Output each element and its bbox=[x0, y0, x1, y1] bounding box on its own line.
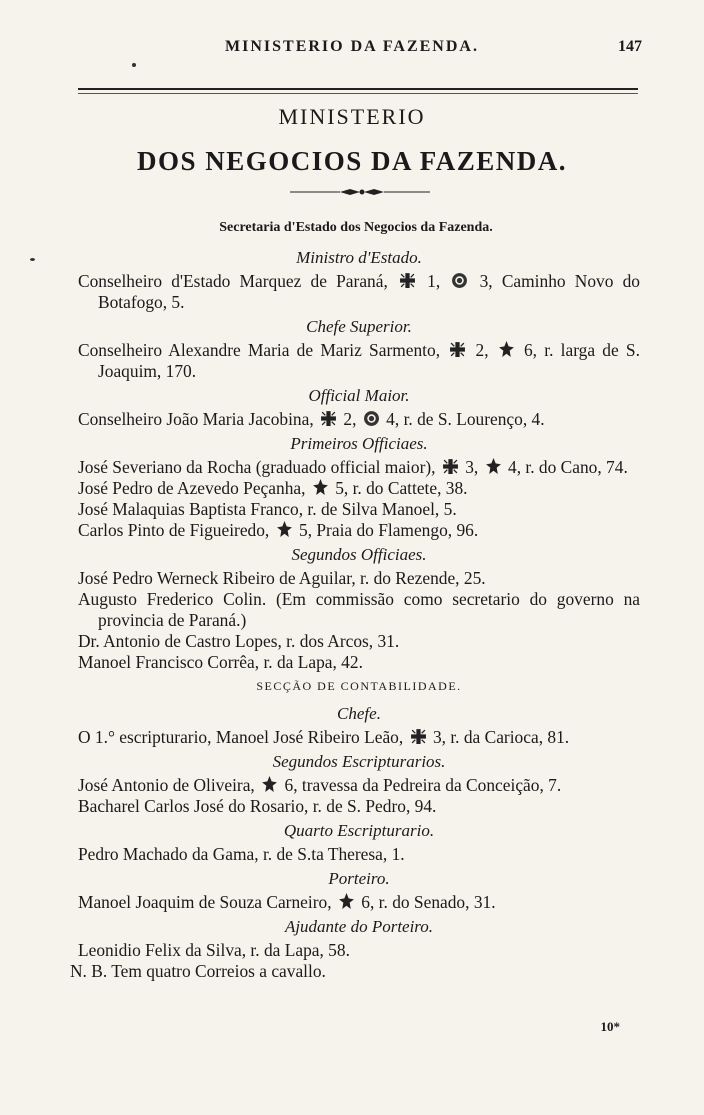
heading-ministro: Ministro d'Estado. bbox=[296, 248, 422, 267]
print-speck bbox=[30, 258, 35, 261]
secretaria-heading: Secretaria d'Estado dos Negocios da Fazenda. bbox=[219, 220, 493, 235]
entry-chefe: O 1.° escripturario, Manoel José Ribeiro Leão, 3, r. da Carioca, 81. bbox=[78, 727, 570, 747]
heading-quarto: Quarto Escripturario. bbox=[283, 821, 435, 840]
entry-segundos-3: Dr. Antonio de Castro Lopes, r. dos Arcos, 31. bbox=[78, 631, 400, 651]
title-line-2: DOS NEGOCIOS DA FAZENDA. bbox=[136, 146, 568, 176]
title-line-1: MINISTERIO bbox=[278, 104, 426, 129]
entry-porteiro: Manoel Joaquim de Souza Carneiro, 6, r. do Senado, 31. bbox=[78, 892, 496, 912]
star-order-icon bbox=[498, 341, 515, 358]
entry-escripturario-2: Bacharel Carlos José do Rosario, r. de S. Pedro, 94. bbox=[78, 796, 437, 816]
entry-primeiros-2: José Pedro de Azevedo Peçanha, 5, r. do Cattete, 38. bbox=[78, 478, 468, 498]
page-number: 147 bbox=[618, 38, 642, 55]
entry-official-maior: Conselheiro João Maria Jacobina, 2, 4, r. de S. Lourenço, 4. bbox=[78, 409, 545, 429]
heading-contabilidade: SECÇÃO DE CONTABILIDADE. bbox=[256, 679, 462, 693]
ornament-divider bbox=[290, 187, 430, 197]
entry-primeiros-3: José Malaquias Baptista Franco, r. de Silva Manoel, 5. bbox=[78, 499, 457, 519]
heading-porteiro: Porteiro. bbox=[328, 869, 390, 888]
cross-order-icon bbox=[320, 410, 337, 427]
note-nb: N. B. Tem quatro Correios a cavallo. bbox=[70, 961, 326, 981]
heading-segundos: Segundos Officiaes. bbox=[291, 545, 427, 564]
entry-primeiros-1: José Severiano da Rocha (graduado official maior), 3, 4, r. do Cano, 74. bbox=[78, 457, 628, 477]
print-speck bbox=[132, 63, 136, 67]
cross-order-icon bbox=[442, 458, 459, 475]
entry-quarto: Pedro Machado da Gama, r. de S.ta Theresa, 1. bbox=[78, 844, 405, 864]
cross-order-icon bbox=[399, 272, 416, 289]
running-head bbox=[0, 38, 704, 62]
star-order-icon bbox=[261, 776, 278, 793]
entry-escripturario-1: José Antonio de Oliveira, 6, travessa da Pedreira da Conceição, 7. bbox=[78, 775, 562, 795]
star-order-icon bbox=[276, 521, 293, 538]
entry-segundos-2: Augusto Frederico Colin. (Em commissão como secretario do governo na provincia de Paraná.) bbox=[78, 589, 640, 630]
star-order-icon bbox=[338, 893, 355, 910]
heading-chefe: Chefe. bbox=[337, 704, 381, 723]
entry-ministro: Conselheiro d'Estado Marquez de Paraná, 1, 3, Caminho Novo do Botafogo, 5. bbox=[78, 271, 640, 312]
heading-official-maior: Official Maior. bbox=[308, 386, 410, 405]
star-order-icon bbox=[312, 479, 329, 496]
entry-chefe-superior: Conselheiro Alexandre Maria de Mariz Sarmento, 2, 6, r. larga de S. Joaquim, 170. bbox=[78, 340, 640, 381]
cross-order-icon bbox=[449, 341, 466, 358]
header-rule bbox=[78, 88, 638, 94]
rose-order-icon bbox=[451, 272, 468, 289]
heading-ajudante: Ajudante do Porteiro. bbox=[284, 917, 434, 936]
heading-chefe-superior: Chefe Superior. bbox=[306, 317, 412, 336]
running-head-title: MINISTERIO DA FAZENDA. bbox=[225, 38, 479, 55]
cross-order-icon bbox=[410, 728, 427, 745]
entry-segundos-1: José Pedro Werneck Ribeiro de Aguilar, r. do Rezende, 25. bbox=[78, 568, 486, 588]
star-order-icon bbox=[485, 458, 502, 475]
heading-segundos-escripturarios: Segundos Escripturarios. bbox=[272, 752, 446, 771]
heading-primeiros: Primeiros Officiaes. bbox=[290, 434, 428, 453]
rose-order-icon bbox=[363, 410, 380, 427]
entry-primeiros-4: Carlos Pinto de Figueiredo, 5, Praia do Flamengo, 96. bbox=[78, 520, 479, 540]
entry-ajudante: Leonidio Felix da Silva, r. da Lapa, 58. bbox=[78, 940, 350, 960]
entry-segundos-4: Manoel Francisco Corrêa, r. da Lapa, 42. bbox=[78, 652, 363, 672]
entries bbox=[70, 244, 640, 982]
signature-mark: 10* bbox=[600, 1019, 620, 1034]
